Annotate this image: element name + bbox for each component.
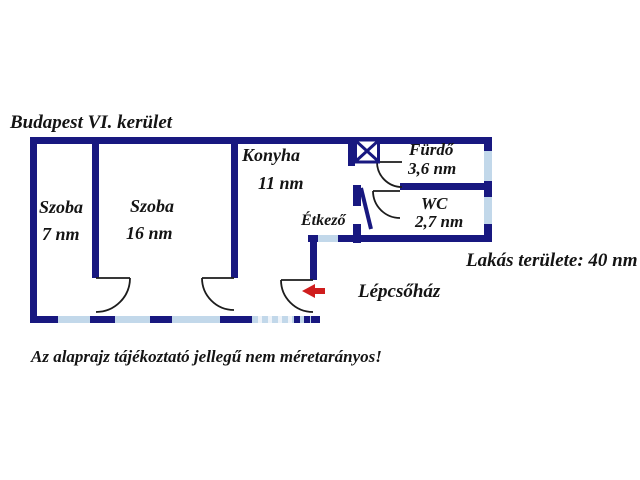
room-label-wc: WC bbox=[421, 194, 448, 213]
room-area-szoba-7: 7 nm bbox=[42, 224, 80, 244]
door-swing-arc bbox=[202, 278, 234, 310]
room-area-szoba-16: 16 nm bbox=[126, 223, 173, 243]
entrance-arrow-icon bbox=[302, 284, 325, 298]
room-label-konyha: Konyha bbox=[242, 145, 301, 165]
room-area-furdo: 3,6 nm bbox=[408, 159, 457, 178]
entrance-door-swing-arc bbox=[281, 280, 313, 312]
stairwell-label: Lépcsőház bbox=[358, 281, 441, 302]
page-title: Budapest VI. kerület bbox=[10, 112, 173, 133]
dining-door-leaf bbox=[361, 188, 371, 229]
door-swing-arc bbox=[377, 162, 402, 187]
door-swing-arc bbox=[96, 278, 130, 312]
room-label-szoba-7: Szoba bbox=[39, 197, 84, 217]
disclaimer-text: Az alaprajz tájékoztató jellegű nem méretarányos! bbox=[31, 347, 382, 366]
room-area-wc: 2,7 nm bbox=[415, 212, 464, 231]
room-label-etkezo: Étkező bbox=[301, 212, 346, 229]
total-area-text: Lakás területe: 40 nm bbox=[466, 250, 638, 271]
room-area-konyha: 11 nm bbox=[258, 173, 304, 193]
room-label-szoba-16: Szoba bbox=[130, 196, 175, 216]
shaft-crossed-box-icon bbox=[356, 140, 379, 162]
door-swing-arc bbox=[373, 191, 400, 218]
room-label-furdo: Fürdő bbox=[409, 140, 454, 159]
